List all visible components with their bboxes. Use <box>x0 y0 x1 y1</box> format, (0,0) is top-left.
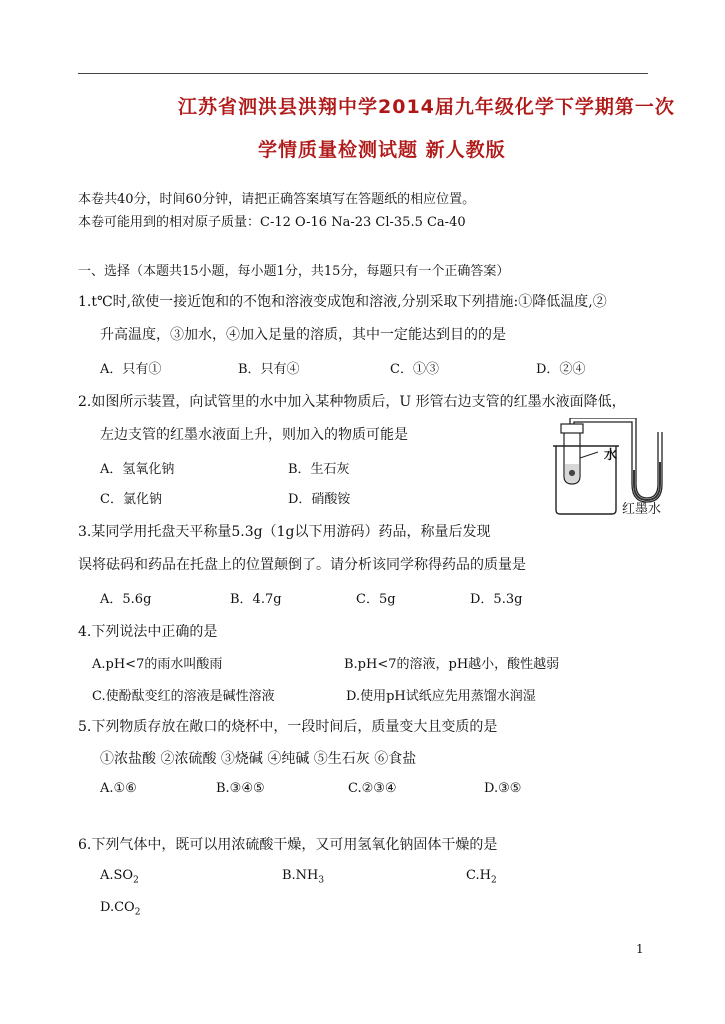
q1-stem-line-2: 升高温度，③加水，④加入足量的溶质，其中一定能达到目的的是 <box>100 327 506 343</box>
q6-option-d: $D.CO_2$ <box>100 900 141 918</box>
q6-stem: 6.下列气体中，既可以用浓硫酸干燥，又可用氢氧化钠固体干燥的是 <box>78 837 498 853</box>
q3-stem-line-1: 3.某同学用托盘天平称量5.3g（1g以下用游码）药品，称量后发现 <box>78 524 491 540</box>
q5-option-d: D.③⑤ <box>484 781 522 796</box>
q3-option-c: C．5g <box>356 592 396 607</box>
title-line-2: 学情质量检测试题 新人教版 <box>258 139 506 161</box>
page-number: 1 <box>636 942 644 956</box>
q2-option-a: A．氢氧化钠 <box>100 462 175 477</box>
section-heading: 一、选择（本题共15小题，每小题1分，共15分，每题只有一个正确答案） <box>78 264 510 279</box>
title-line-1: 江苏省泗洪县洪翔中学2014届九年级化学下学期第一次 <box>178 96 675 118</box>
header-rule <box>78 73 648 74</box>
q1-option-d: D．②④ <box>536 362 586 377</box>
q5-option-c: C.②③④ <box>348 781 397 796</box>
q1-option-c: C．①③ <box>390 362 439 377</box>
q2-option-d: D．硝酸铵 <box>288 492 351 507</box>
q6-option-c: $C.H_2$ <box>466 868 497 886</box>
q3-option-a: A．5.6g <box>100 592 152 607</box>
q4-option-c: C.使酚酞变红的溶液是碱性溶液 <box>92 689 275 704</box>
q4-stem: 4.下列说法中正确的是 <box>78 624 218 640</box>
figure-label-water: 水 <box>604 448 618 463</box>
svg-text:●: ● <box>568 468 576 477</box>
q5-stem: 5.下列物质存放在敞口的烧杯中，一段时间后，质量变大且变质的是 <box>78 719 498 735</box>
q4-option-a: A.pH<7的雨水叫酸雨 <box>92 657 223 672</box>
q6-option-a: $A.SO_2$ <box>100 868 139 886</box>
intro-line-1: 本卷共40分，时间60分钟，请把正确答案填写在答题纸的相应位置。 <box>78 192 476 207</box>
q2-option-b: B．生石灰 <box>288 462 350 477</box>
q3-option-b: B．4.7g <box>230 592 282 607</box>
q5-option-b: B.③④⑤ <box>216 781 265 796</box>
intro-line-2: 本卷可能用到的相对原子质量：C-12 O-16 Na-23 Cl-35.5 Ca-40 <box>78 215 466 230</box>
q1-option-a: A．只有① <box>100 362 162 377</box>
q3-option-d: D．5.3g <box>470 592 523 607</box>
q1-stem-line-1: 1.t℃时,欲使一接近饱和的不饱和溶液变成饱和溶液,分别采取下列措施:①降低温度,② <box>78 294 607 310</box>
q4-option-d: D.使用pH试纸应先用蒸馏水润湿 <box>346 689 536 704</box>
q2-stem-line-1: 2.如图所示装置，向试管里的水中加入某种物质后，U 形管右边支管的红墨水液面降低， <box>78 394 626 410</box>
q5-items: ①浓盐酸 ②浓硫酸 ③烧碱 ④纯碱 ⑤生石灰 ⑥食盐 <box>100 751 417 767</box>
figure-label-red-ink: 红墨水 <box>622 502 662 517</box>
q5-option-a: A.①⑥ <box>100 781 137 796</box>
q1-option-b: B．只有④ <box>238 362 300 377</box>
q2-option-c: C．氯化钠 <box>100 492 162 507</box>
q3-stem-line-2: 误将砝码和药品在托盘上的位置颠倒了。请分析该同学称得药品的质量是 <box>78 557 526 573</box>
q6-option-b: $B.NH_3$ <box>282 868 325 886</box>
q4-option-b: B.pH<7的溶液，pH越小，酸性越弱 <box>344 657 560 672</box>
q2-stem-line-2: 左边支管的红墨水液面上升，则加入的物质可能是 <box>100 427 408 443</box>
